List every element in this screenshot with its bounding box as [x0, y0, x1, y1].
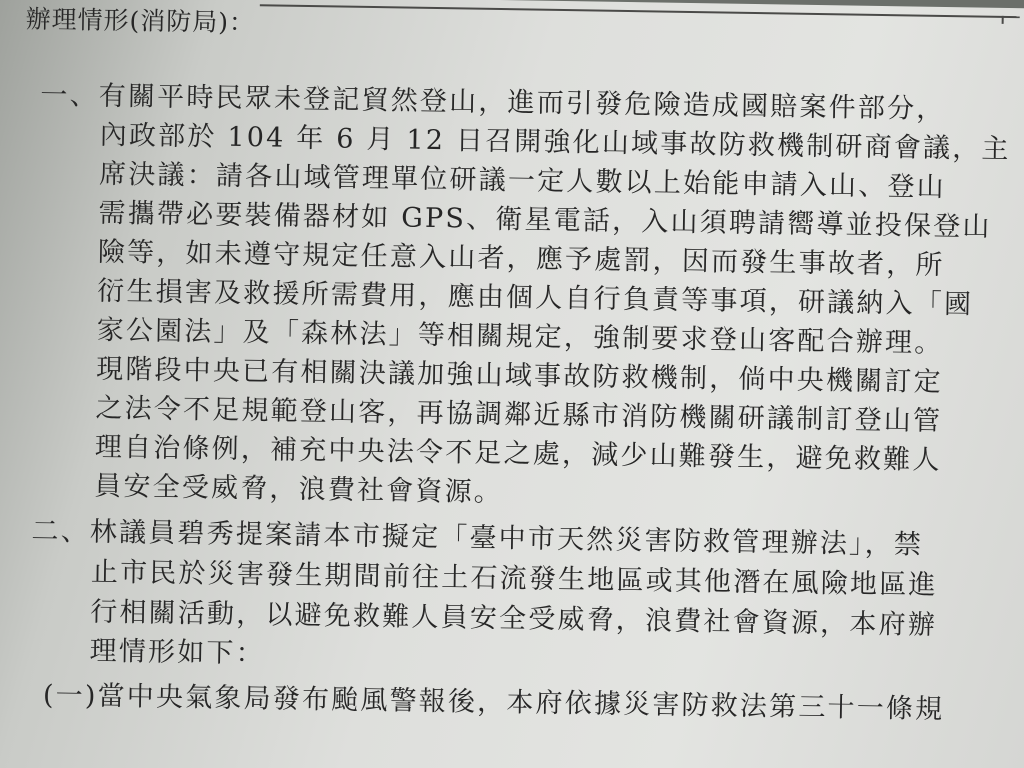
item-1-line: 衍生損害及救援所需費用，應由個人自行負責等事項，研議納入「國	[97, 275, 974, 321]
table-border-line	[260, 4, 1020, 18]
item-2-marker: 二、	[31, 515, 91, 548]
item-1-line: 有關平時民眾未登記貿然登山，進而引發危險造成國賠案件部分，	[98, 80, 946, 126]
subitem-1-marker: (一)	[42, 679, 98, 712]
item-1-line: 險等，如未遵守規定任意入山者，應予處罰，因而發生事故者，所	[97, 236, 945, 282]
table-border-corner	[1002, 16, 1004, 24]
item-2-first-line	[31, 515, 923, 563]
item-1-line: 內政部於 104 年 6 月 12 日召開強化山域事故防救機制研商會議，主	[99, 119, 1011, 166]
item-2-line: 止市民於災害發生期間前往土石流發生地區或其他潛在風險地區進	[90, 556, 938, 601]
item-1-line: 家公園法」及「森林法」等相關規定，強制要求登山客配合辦理。	[96, 314, 944, 360]
subitem-1-text: 當中央氣象局發布颱風警報後，本府依據災害防救法第三十一條規	[97, 680, 945, 726]
subitem-1-line	[43, 679, 945, 727]
item-1-marker: 一、	[40, 79, 100, 112]
item-1-line: 理自治條例，補充中央法令不足之處，減少山難發生，避免救難人	[94, 431, 942, 477]
item-1-line: 員安全受威脅，浪費社會資源。	[94, 470, 504, 509]
item-2-line: 林議員碧秀提案請本市擬定「臺中市天然災害防救管理辦法」，禁	[89, 516, 924, 561]
item-1-line: 需攜帶必要裝備器材如 GPS、衛星電話，入山須聘請嚮導並投保登山	[98, 197, 992, 243]
item-2-line: 理情形如下：	[89, 635, 266, 670]
item-1-line: 現階段中央已有相關決議加強山域事故防救機制，倘中央機關訂定	[95, 353, 944, 399]
item-2-line: 行相關活動，以避免救難人員安全受威脅，浪費社會資源，本府辦	[90, 596, 938, 641]
item-1-line: 之法令不足規範登山客，再協調鄰近縣市消防機關研議制訂登山管	[95, 392, 943, 438]
section-heading: 辦理情形(消防局)：	[25, 4, 256, 38]
item-1-line: 席決議：請各山域管理單位研議一定人數以上始能申請入山、登山	[98, 158, 947, 204]
